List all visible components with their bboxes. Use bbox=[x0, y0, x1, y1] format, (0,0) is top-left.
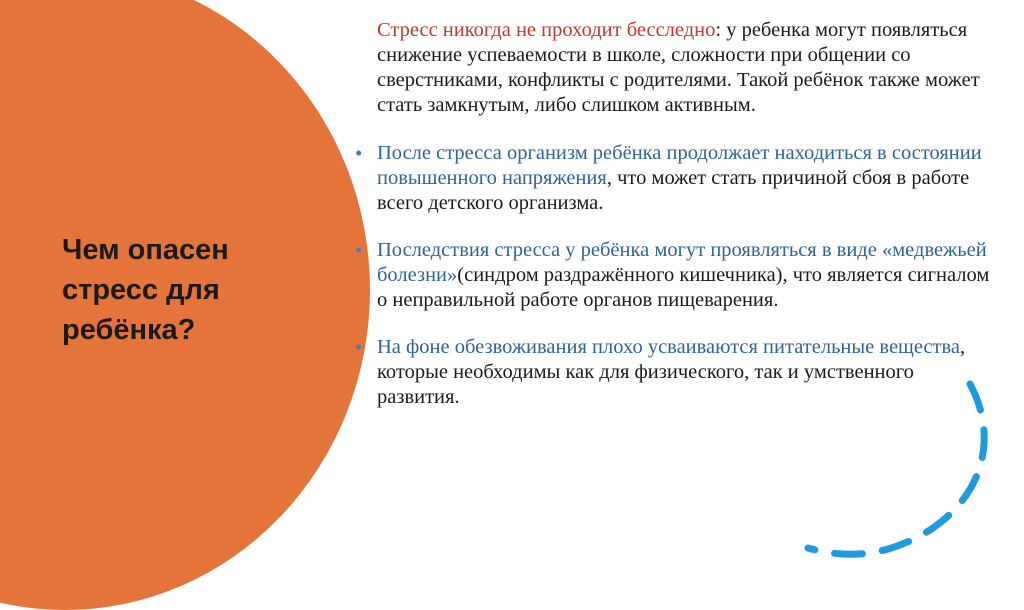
bullet-icon: • bbox=[355, 335, 363, 359]
paragraph-4-text: , которые необходимы как для физического, так и умственного развития. bbox=[377, 336, 966, 408]
paragraph-2-highlight: После стресса организм ребёнка продолжает находиться в состоянии повышенного напряжения bbox=[377, 142, 982, 189]
paragraph-4-highlight: На фоне обезвоживания плохо усваиваются питательные вещества bbox=[377, 336, 960, 358]
paragraph-1-highlight: Стресс никогда не проходит бесследно bbox=[377, 19, 716, 41]
slide-title: Чем опасен стресс для ребёнка? bbox=[62, 234, 229, 346]
paragraph-2-text: , что может стать причиной сбоя в работе всего детского организма. bbox=[377, 167, 970, 214]
bullet-icon: • bbox=[355, 238, 363, 262]
paragraph-3 bbox=[355, 238, 995, 313]
paragraph-1-text: : у ребенка могут появляться снижение успеваемости в школе, сложности при общении со сверстниками, конфликты с родителями. Такой ребёнок также может стать замкнутым, либо слишком активным. bbox=[377, 19, 980, 116]
paragraph-3-text: (синдром раздражённого кишечника), что является сигналом о неправильной работе органов пищеварения. bbox=[377, 264, 990, 311]
paragraph-3-highlight: Последствия стресса у ребёнка могут проявляться в виде «медвежьей болезни» bbox=[377, 239, 987, 286]
bullet-icon: • bbox=[355, 141, 363, 165]
paragraph-2 bbox=[355, 141, 995, 216]
dashed-curve-decoration bbox=[790, 370, 1024, 574]
paragraph-1 bbox=[355, 18, 995, 118]
